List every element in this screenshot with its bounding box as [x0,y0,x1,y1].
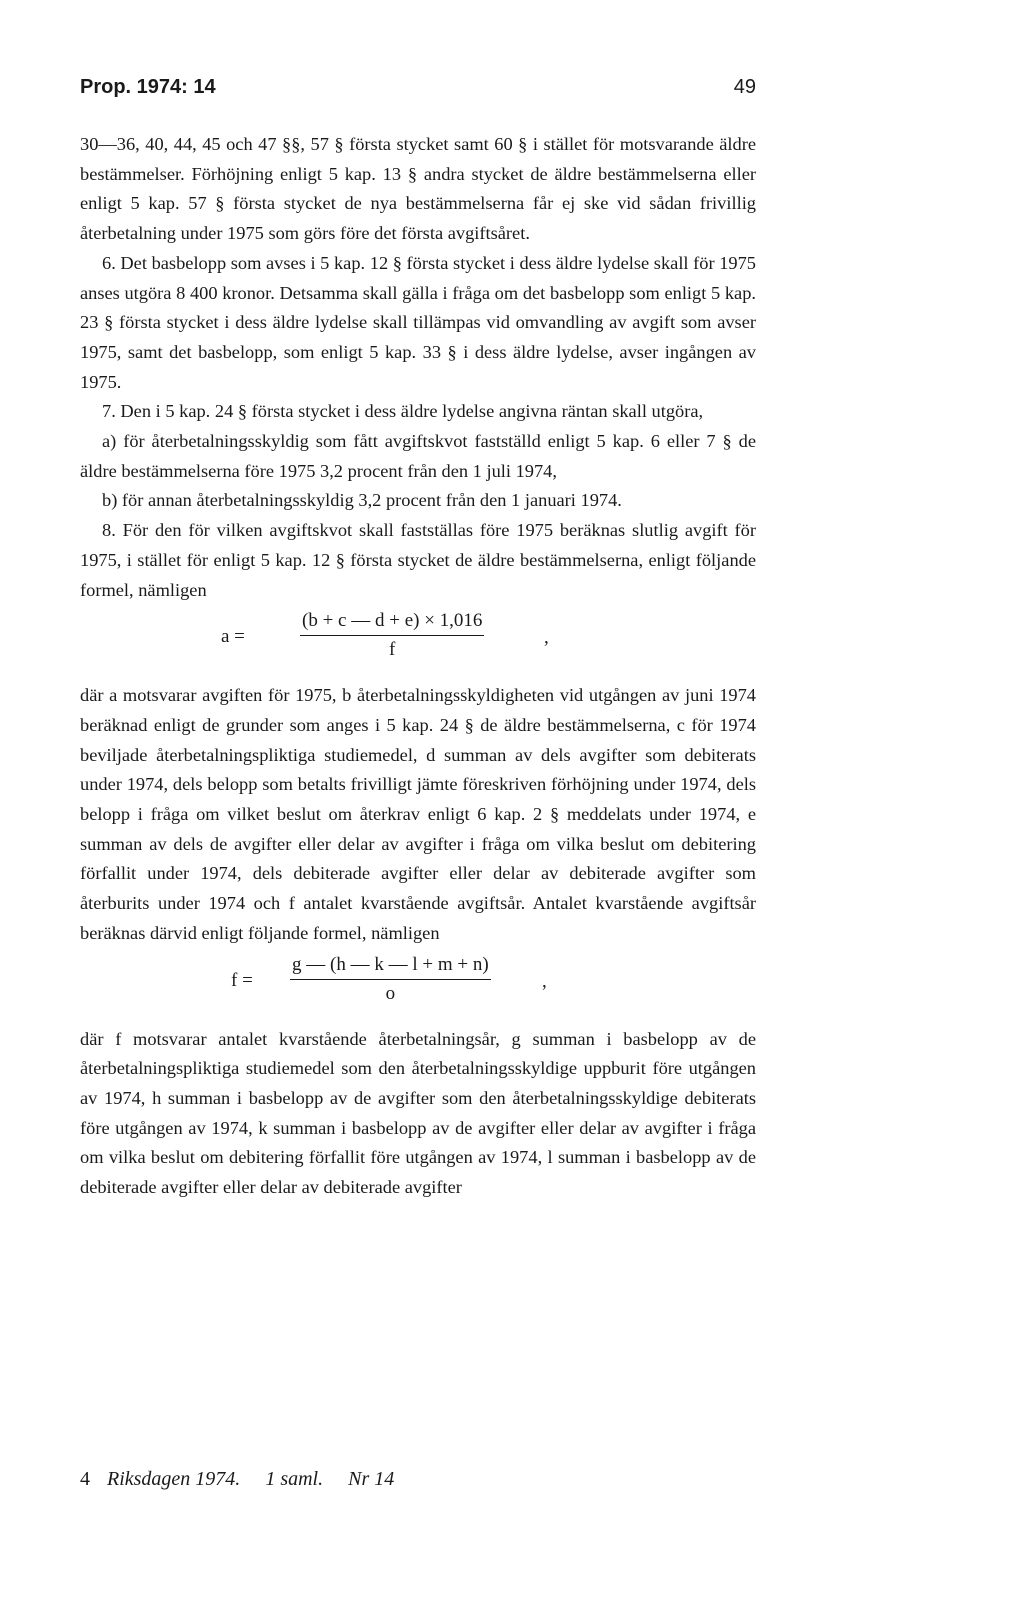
formula-a-denominator: f [389,639,396,661]
paragraph-item-7: 7. Den i 5 kap. 24 § första stycket i dess äldre lydelse angivna räntan skall utgöra, [102,401,704,422]
paragraph-item-7b: b) för annan återbetalningsskyldig 3,2 procent från den 1 januari 1974. [102,490,622,511]
formula-a-fraction [300,609,484,662]
paragraph-item-8: 8. För den för vilken avgiftskvot skall fastställas före 1975 beräknas slutlig avgift för 1975, i stället för enligt 5 kap. 12 § första stycket de äldre bestämmelserna, enligt följande formel, nämligen [80,520,756,600]
document-title: Prop. 1974: 14 [80,76,216,98]
formula-f-lhs: f = [231,969,253,991]
formula-a-lhs: a = [221,626,245,648]
page-body [80,130,756,1203]
formula-a [80,609,756,675]
paragraph-item-7a: a) för återbetalningsskyldig som fått avgiftskvot fastställd enligt 5 kap. 6 eller 7 § de äldre bestämmelserna före 1975 3,2 procent från den 1 juli 1974, [80,431,756,481]
formula-a-trailing: , [544,627,549,649]
formula-f-fraction [290,953,491,1006]
formula-f-numerator: g — (h — k — l + m + n) [292,953,489,975]
page-header [80,76,756,106]
formula-f-denominator: o [385,982,396,1004]
paragraph-continued: 30—36, 40, 44, 45 och 47 §§, 57 § första stycket samt 60 § i stället för motsvarande äldre bestämmelser. Förhöjning enligt 5 kap. 13 § andra stycket de äldre bestämmelserna eller enligt 5 kap. 57 § första stycket de nya bestämmelserna får ej ske vid sådan frivillig återbetalning under 1975 som görs före det första avgiftsåret. [80,134,756,244]
paragraph-item-6: 6. Det basbelopp som avses i 5 kap. 12 § första stycket i dess äldre lydelse skall för 1975 anses utgöra 8 400 kronor. Detsamma skall gälla i fråga om det basbelopp som enligt 5 kap. 23 § första stycket i dess äldre lydelse skall tillämpas vid omvandling av avgift som avser 1975, samt det basbelopp, som enligt 5 kap. 33 § i dess äldre lydelse, avser ingången av 1975. [80,252,756,392]
footer-publication: Riksdagen 1974. [107,1468,241,1490]
formula-f [80,953,756,1019]
footer-number: 4 [80,1468,90,1490]
footer-issue: Nr 14 [348,1468,395,1490]
formula-a-numerator: (b + c — d + e) × 1,016 [302,610,483,632]
page-footer [80,1468,394,1491]
paragraph-definitions-a: där a motsvarar avgiften för 1975, b återbetalningsskyldigheten vid utgången av juni 1974 beräknad enligt de grunder som anges i 5 kap. 24 § de äldre bestämmelserna, c för 1974 beviljade återbetalningspliktiga studiemedel, d summan av dels avgifter som debiterats under 1974, dels belopp som betalts frivilligt jämte föreskriven förhöjning under 1974, dels belopp i fråga om vilket beslut om återkrav enligt 6 kap. 2 § meddelats under 1974, e summan av dels de avgifter eller delar av avgifter i fråga om vilka beslut om debitering förfallit under 1974, dels debiterade avgifter eller delar av debiterade avgifter som återburits under 1974 och f antalet kvarstående avgiftsår. Antalet kvarstående avgiftsår beräknas därvid enligt följande formel, nämligen [80,685,756,943]
paragraph-definitions-f: där f motsvarar antalet kvarstående återbetalningsår, g summan i basbelopp av de återbetalningspliktiga studiemedel som den återbetalningsskyldige uppburit före utgången av 1974, h summan i basbelopp av de avgifter som den återbetalningsskyldige debiterats före utgången av 1974, k summan i basbelopp av de avgifter eller delar av avgifter i fråga om vilka beslut om debitering förfallit före utgången av 1974, l summan i basbelopp av de debiterade avgifter eller delar av debiterade avgifter [80,1028,756,1198]
page-number: 49 [733,76,756,98]
formula-f-trailing: , [542,970,547,992]
footer-collection: 1 saml. [265,1468,324,1490]
